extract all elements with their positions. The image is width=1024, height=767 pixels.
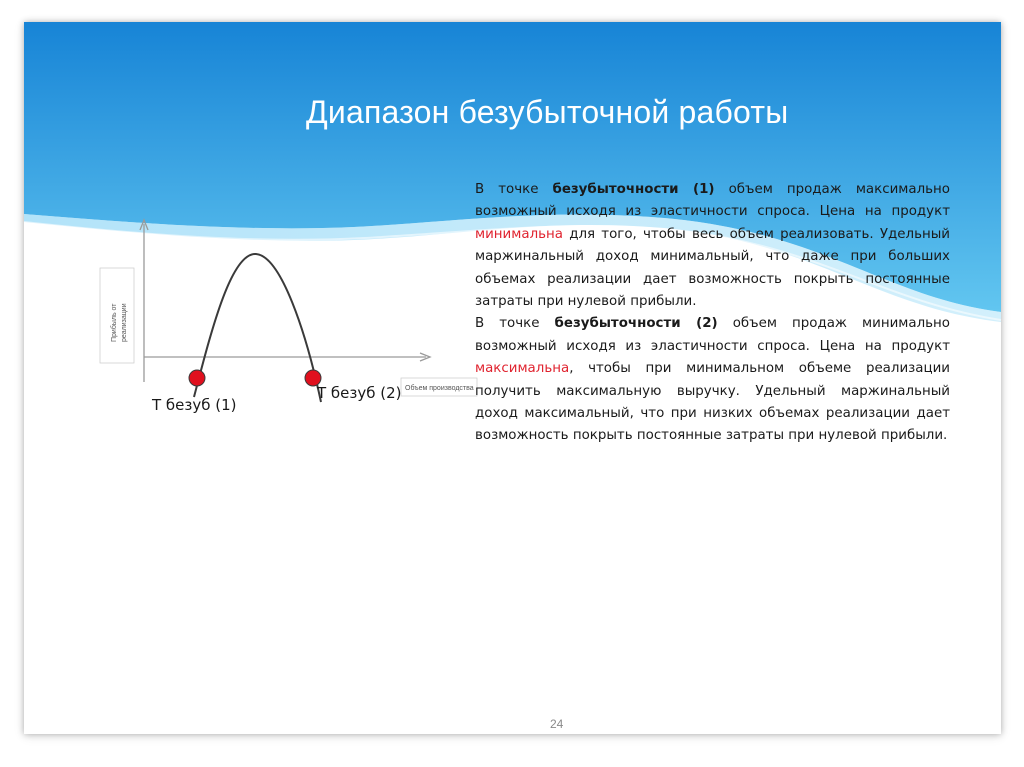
page-number: 24 <box>550 717 564 731</box>
breakeven-chart <box>96 212 474 412</box>
description-text <box>475 179 950 448</box>
x-axis-label: Объем производства <box>405 385 474 392</box>
p2-term: безубыточности (2) <box>554 316 718 332</box>
profit-curve <box>194 254 321 402</box>
paragraph-breakeven-1 <box>475 179 950 313</box>
slide-title: Диапазон безубыточной работы <box>306 94 789 130</box>
paragraph-breakeven-2 <box>475 313 950 447</box>
y-axis-label-line2: реализации <box>121 303 128 342</box>
p1-highlight: минимальна <box>475 226 563 242</box>
p2-intro: В точке <box>475 316 555 332</box>
p1-tail: для того, чтобы весь объем реализовать. Удельный маржинальный доход минимальный, что даже при больших объемах реализации дает возможность покрыть постоянные затраты при нулевой прибыли. <box>475 226 950 310</box>
p2-tail: , чтобы при минимальном объеме реализации получить максимальную выручку. Удельный маржинальный доход максимальный, что при низких объемах реализации дает возможность покрыть постоянные затраты при нулевой прибыли. <box>475 361 950 444</box>
p2-body: объем продаж минимально возможный исходя из эластичности спроса. Цена на продукт <box>475 316 950 354</box>
p1-term: безубыточности (1) <box>552 182 715 197</box>
point-1-label: Т безуб (1) <box>152 396 237 414</box>
p1-intro: В точке <box>475 182 553 197</box>
point-2-label: Т безуб (2) <box>317 384 402 402</box>
slide <box>24 22 1001 734</box>
p1-body: объем продаж максимально возможный исходя из эластичности спроса. Цена на продукт <box>475 182 950 220</box>
breakeven-point-1 <box>189 370 205 386</box>
p2-highlight: максимальна <box>475 361 570 377</box>
y-axis-label-line1: Прибыль от <box>111 303 118 342</box>
